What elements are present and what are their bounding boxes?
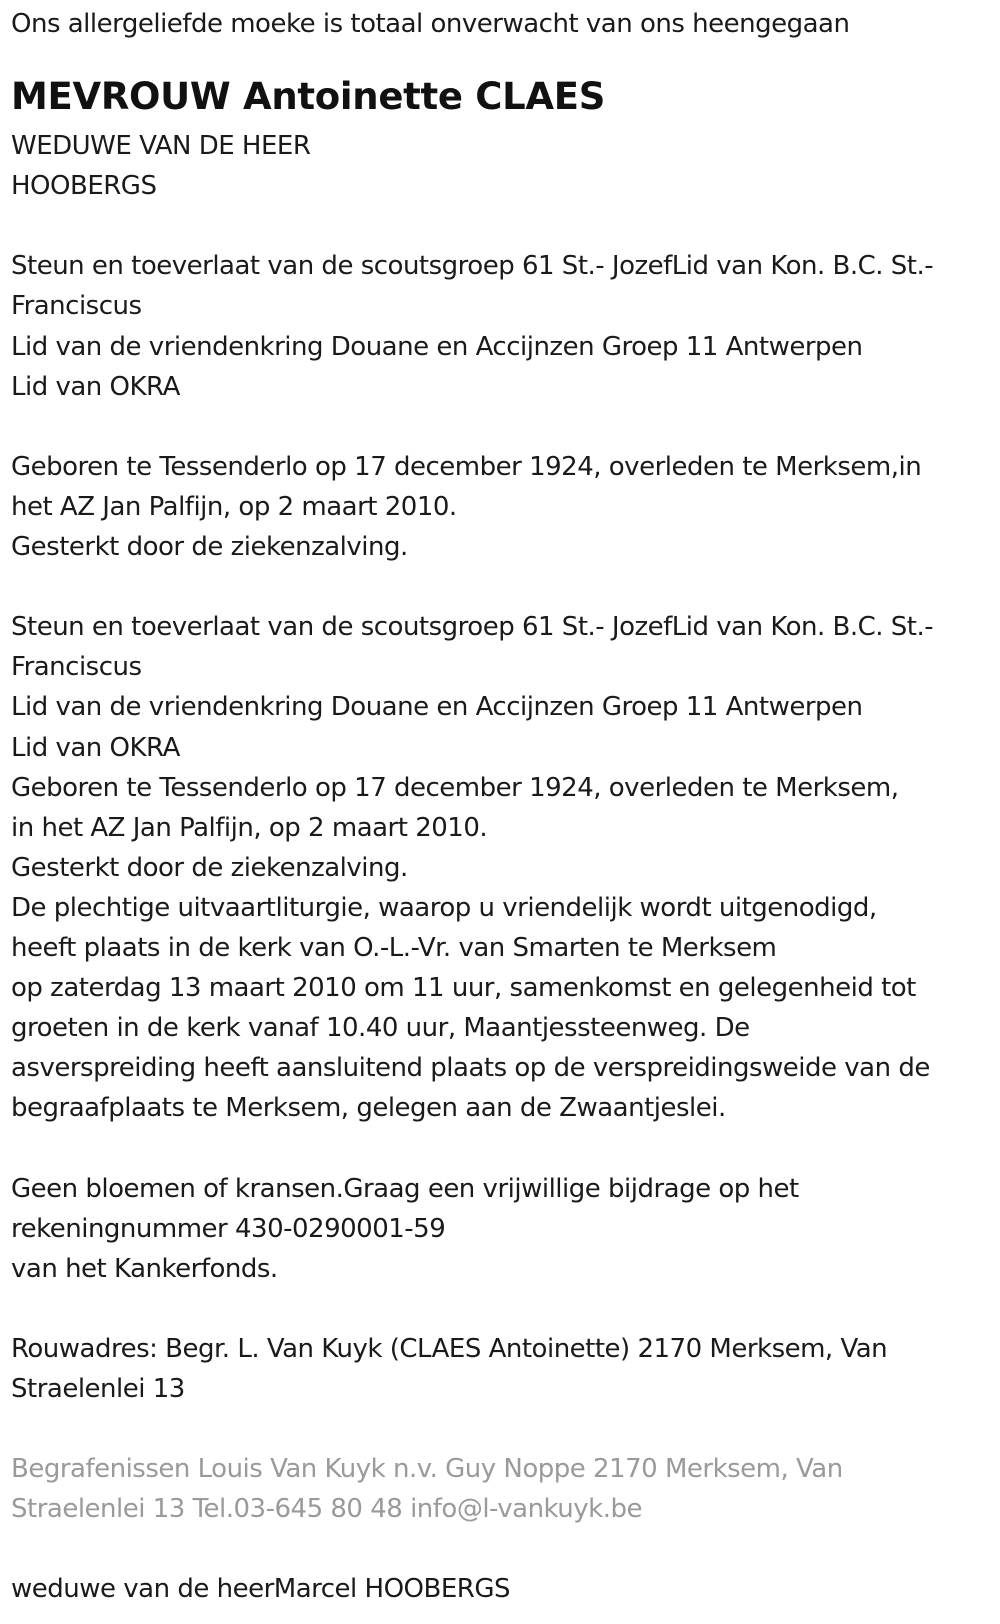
spacer — [11, 1128, 1000, 1168]
main-text-line: Franciscus — [11, 652, 142, 683]
address-line: Straelenlei 13 — [11, 1374, 185, 1404]
main-text-line: op zaterdag 13 maart 2010 om 11 uur, samenkomst en gelegenheid tot — [11, 973, 916, 1004]
birth-death-block — [11, 447, 1000, 567]
footer-line: weduwe van de heerMarcel HOOBERGS — [11, 1574, 510, 1605]
main-text-line: De plechtige uitvaartliturgie, waarop u vriendelijk wordt uitgenodigd, — [11, 892, 877, 923]
membership-line: Lid van de vriendenkring Douane en Accijnzen Groep 11 Antwerpen — [11, 331, 863, 362]
main-text-line: heeft plaats in de kerk van O.-L.-Vr. van Smarten te Merksem — [11, 932, 777, 963]
birth-death-line: Gesterkt door de ziekenzalving. — [11, 532, 408, 563]
spacer — [11, 1289, 1000, 1329]
funeral-home-line: Straelenlei 13 Tel.03-645 80 48 info@l-vankuyk.be — [11, 1494, 642, 1525]
spacer — [11, 1529, 1000, 1569]
spacer — [11, 407, 1000, 447]
deceased-name: MEVROUW Antoinette CLAES — [11, 75, 606, 119]
donation-line: rekeningnummer 430-0290001-59 — [11, 1213, 446, 1244]
title-line: WEDUWE VAN DE HEER — [11, 131, 311, 162]
membership-line: Lid van OKRA — [11, 371, 180, 402]
main-text-line: Gesterkt door de ziekenzalving. — [11, 852, 408, 883]
birth-death-line: Geboren te Tessenderlo op 17 december 1924, overleden te Merksem,in — [11, 451, 922, 482]
mourning-address-block — [11, 1329, 1000, 1409]
memberships-block — [11, 246, 1000, 406]
main-text-line: Lid van de vriendenkring Douane en Accijnzen Groep 11 Antwerpen — [11, 692, 863, 723]
main-text-line: groeten in de kerk vanaf 10.40 uur, Maantjessteenweg. De — [11, 1013, 750, 1044]
donation-line: Geen bloemen of kransen.Graag een vrijwillige bijdrage op het — [11, 1173, 799, 1204]
donation-line: van het Kankerfonds. — [11, 1253, 278, 1284]
main-text-block — [11, 607, 1000, 1128]
main-text-line: Geboren te Tessenderlo op 17 december 1924, overleden te Merksem, — [11, 772, 899, 803]
main-text-line: Lid van OKRA — [11, 732, 180, 763]
membership-line: Franciscus — [11, 291, 142, 322]
main-text-line: in het AZ Jan Palfijn, op 2 maart 2010. — [11, 812, 488, 843]
title-line: HOOBERGS — [11, 171, 157, 202]
main-text-line: asverspreiding heeft aansluitend plaats op de verspreidingsweide van de — [11, 1053, 930, 1084]
intro-line: Ons allergeliefde moeke is totaal onverwacht van ons heengegaan — [11, 9, 850, 39]
address-line: Rouwadres: Begr. L. Van Kuyk (CLAES Antoinette) 2170 Merksem, Van — [11, 1333, 888, 1364]
spacer — [11, 567, 1000, 607]
funeral-home-block — [11, 1449, 1000, 1529]
birth-death-line: het AZ Jan Palfijn, op 2 maart 2010. — [11, 491, 457, 522]
main-text-line: begraafplaats te Merksem, gelegen aan de Zwaantjeslei. — [11, 1093, 726, 1124]
membership-line: Steun en toeverlaat van de scoutsgroep 61 St.- JozefLid van Kon. B.C. St.- — [11, 251, 934, 282]
spacer — [11, 1409, 1000, 1449]
donation-block — [11, 1169, 1000, 1289]
funeral-home-line: Begrafenissen Louis Van Kuyk n.v. Guy Noppe 2170 Merksem, Van — [11, 1454, 843, 1485]
spacer — [11, 206, 1000, 246]
main-text-line: Steun en toeverlaat van de scoutsgroep 61 St.- JozefLid van Kon. B.C. St.- — [11, 612, 934, 643]
